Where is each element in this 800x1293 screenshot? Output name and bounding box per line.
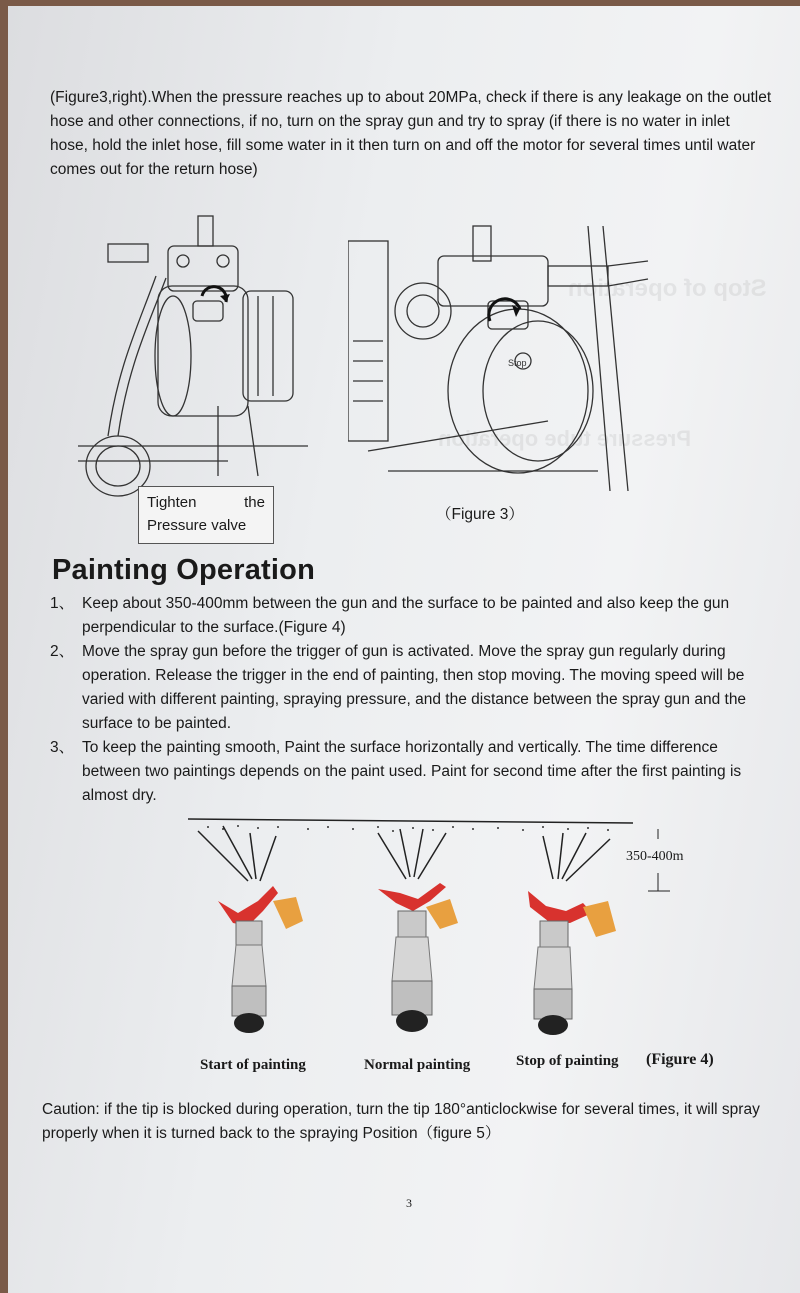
spray-gun-stop (528, 833, 616, 1035)
manual-page (8, 6, 800, 1293)
figure3-caption: （Figure 3） (436, 506, 524, 523)
bleed-through: Stop of operation (568, 275, 767, 302)
spray-dots (207, 825, 609, 832)
distance-label: 350-400m (626, 849, 684, 864)
section-title: Painting Operation (52, 554, 315, 586)
painted-surface (188, 819, 633, 823)
label-stop-of-painting: Stop of painting (516, 1053, 619, 1069)
callout-line-pressure-valve: Pressure valve (147, 517, 247, 534)
label-start-of-painting: Start of painting (200, 1057, 306, 1073)
pump-diagram-left (78, 206, 318, 516)
spray-gun-normal (378, 829, 458, 1032)
spray-illustration (178, 811, 738, 1041)
step-text: To keep the painting smooth, Paint the surface horizontally and vertically. The time difference between two paintings depends on the paint used. Paint for second time after the first painting is almost dry. (82, 739, 742, 804)
figure3-callout (138, 486, 274, 544)
step-number: 2、 (50, 643, 75, 660)
step-number: 3、 (50, 739, 75, 756)
callout-word-the: the (244, 494, 265, 511)
step-item (50, 592, 776, 640)
caution-paragraph: Caution: if the tip is blocked during operation, turn the tip 180°anticlockwise for several times, it will spray properly when it is turned back to the spraying Position（figure 5） (42, 1101, 760, 1142)
page-number: 3 (406, 1196, 412, 1210)
intro-paragraph: (Figure3,right).When the pressure reaches up to about 20MPa, check if there is any leakage on the outlet hose and other connections, if no, turn on the spray gun and try to spray (if there is no water in inlet hose, hold the inlet hose, fill some water in it then turn on and off the motor for several times until water comes out for the return hose) (50, 89, 772, 178)
callout-word-tighten: Tighten (147, 494, 197, 511)
step-item (50, 736, 776, 808)
step-item (50, 640, 776, 736)
label-normal-painting: Normal painting (364, 1057, 471, 1073)
spray-gun-start (198, 826, 303, 1033)
step-text: Keep about 350-400mm between the gun and the surface to be painted and also keep the gun perpendicular to the surface.(Figure 4) (82, 595, 730, 636)
steps-list (50, 592, 776, 808)
pump-diagram-right (348, 221, 653, 501)
figure4 (178, 811, 738, 1091)
figure4-caption: (Figure 4) (646, 1051, 714, 1068)
step-text: Move the spray gun before the trigger of gun is activated. Move the spray gun regularly during operation. Release the trigger in the end of painting, then stop moving. The moving speed will be varied with different painting, spraying pressure, and the distance between the spray gun and the surface to be painted. (82, 643, 747, 732)
step-number: 1、 (50, 595, 75, 612)
bleed-through: Pressure tube operation (438, 426, 692, 451)
stop-label: Stop (508, 358, 527, 368)
